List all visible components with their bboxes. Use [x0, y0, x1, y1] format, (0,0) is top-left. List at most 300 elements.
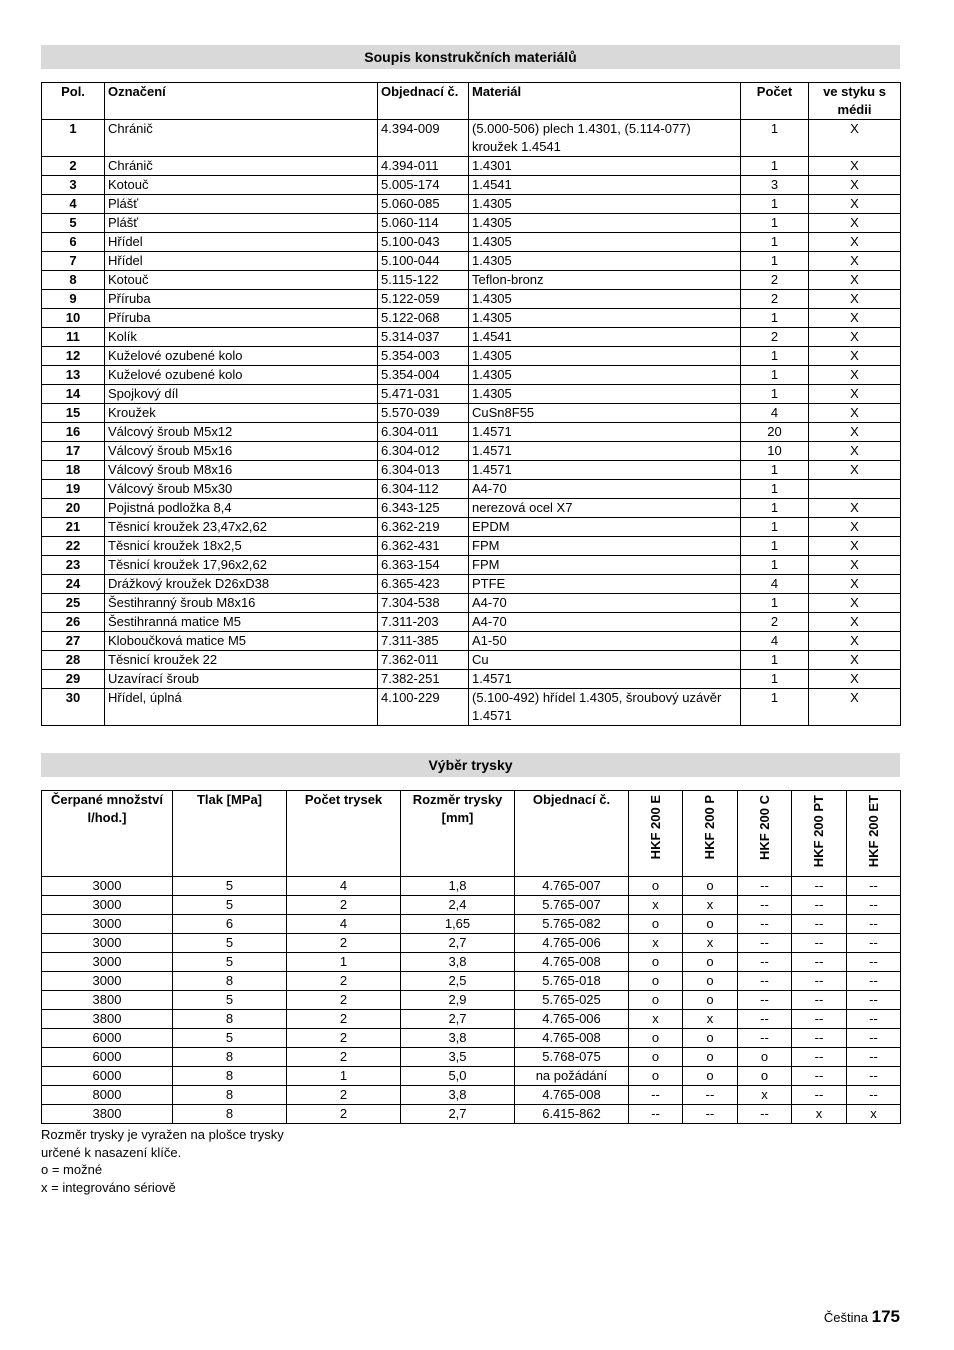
pocet-cell: 4 [741, 632, 809, 651]
pocet-cell: 10 [741, 442, 809, 461]
nozzle-cell: -- [847, 953, 901, 972]
oznaceni-cell: Kuželové ozubené kolo [105, 347, 378, 366]
pocet-cell: 1 [741, 556, 809, 575]
nozzle-cell: -- [847, 1048, 901, 1067]
pocet-cell: 1 [741, 480, 809, 499]
material-cell: FPM [469, 537, 741, 556]
objednaci-cell: 4.394-009 [378, 120, 469, 157]
material-cell: PTFE [469, 575, 741, 594]
nozzle-cell: 6000 [42, 1067, 173, 1086]
ve-styku-cell: X [809, 309, 901, 328]
table-row [42, 594, 901, 613]
nozzle-cell: 4.765-008 [515, 1086, 629, 1105]
ve-styku-cell: X [809, 233, 901, 252]
nozzle-cell: -- [847, 1086, 901, 1105]
objednaci-cell: 7.362-011 [378, 651, 469, 670]
ve-styku-cell: X [809, 537, 901, 556]
nozzle-cell: o [683, 953, 738, 972]
table-row [42, 575, 901, 594]
nozzle-cell: -- [792, 1067, 847, 1086]
objednaci-cell: 5.354-004 [378, 366, 469, 385]
table-row [42, 934, 901, 953]
material-cell: 1.4301 [469, 157, 741, 176]
pol-cell: 22 [42, 537, 105, 556]
ve-styku-cell: X [809, 290, 901, 309]
pol-cell: 6 [42, 233, 105, 252]
ve-styku-cell: X [809, 556, 901, 575]
ve-styku-cell: X [809, 157, 901, 176]
pocet-cell: 1 [741, 366, 809, 385]
nozzle-cell: o [683, 972, 738, 991]
header-hkf-200-p [683, 791, 738, 877]
nozzle-cell: o [629, 1067, 683, 1086]
material-cell: A4-70 [469, 480, 741, 499]
materials-section-title: Soupis konstrukčních materiálů [41, 45, 900, 69]
objednaci-cell: 6.365-423 [378, 575, 469, 594]
oznaceni-cell: Plášť [105, 195, 378, 214]
material-cell: (5.000-506) plech 1.4301, (5.114-077) kroužek 1.4541 [469, 120, 741, 157]
nozzle-cell: 3800 [42, 991, 173, 1010]
ve-styku-cell: X [809, 613, 901, 632]
material-cell: 1.4305 [469, 309, 741, 328]
nozzle-cell: 2,5 [401, 972, 515, 991]
pol-cell: 2 [42, 157, 105, 176]
nozzle-cell: 5.765-018 [515, 972, 629, 991]
pocet-cell: 1 [741, 651, 809, 670]
oznaceni-cell: Kotouč [105, 176, 378, 195]
material-cell: 1.4541 [469, 328, 741, 347]
material-cell: 1.4305 [469, 233, 741, 252]
nozzle-cell: -- [847, 972, 901, 991]
nozzle-cell: 5 [173, 1029, 287, 1048]
table-row [42, 670, 901, 689]
nozzle-cell: o [629, 1048, 683, 1067]
table-row [42, 290, 901, 309]
material-cell: Cu [469, 651, 741, 670]
table-row [42, 385, 901, 404]
ve-styku-cell: X [809, 442, 901, 461]
nozzle-cell: 3000 [42, 896, 173, 915]
nozzle-cell: x [683, 896, 738, 915]
nozzle-cell: o [629, 915, 683, 934]
table-row [42, 480, 901, 499]
table-row [42, 613, 901, 632]
objednaci-cell: 5.314-037 [378, 328, 469, 347]
nozzle-cell: -- [738, 896, 792, 915]
header-hkf-200-e-label: HKF 200 E [647, 795, 663, 860]
nozzle-cell: -- [792, 934, 847, 953]
nozzle-cell: -- [847, 877, 901, 896]
objednaci-cell: 6.363-154 [378, 556, 469, 575]
oznaceni-cell: Kotouč [105, 271, 378, 290]
table-row [42, 1105, 901, 1124]
header-pol: Pol. [42, 83, 105, 120]
ve-styku-cell: X [809, 651, 901, 670]
table-row [42, 271, 901, 290]
note-line: určené k nasazení klíče. [41, 1144, 182, 1160]
oznaceni-cell: Drážkový kroužek D26xD38 [105, 575, 378, 594]
oznaceni-cell: Válcový šroub M5x30 [105, 480, 378, 499]
pocet-cell: 1 [741, 120, 809, 157]
nozzle-cell: 3,8 [401, 1029, 515, 1048]
header-hkf-200-pt [792, 791, 847, 877]
table-row [42, 991, 901, 1010]
nozzle-cell: 2 [287, 972, 401, 991]
nozzle-cell: 8 [173, 1010, 287, 1029]
objednaci-cell: 7.382-251 [378, 670, 469, 689]
nozzle-cell: -- [792, 915, 847, 934]
header-pocet: Počet [741, 83, 809, 120]
table-row [42, 1010, 901, 1029]
materials-header-row [42, 83, 901, 120]
header-objednaci-cislo: Objednací č. [515, 791, 629, 877]
pocet-cell: 1 [741, 537, 809, 556]
objednaci-cell: 6.304-013 [378, 461, 469, 480]
nozzle-cell: -- [738, 953, 792, 972]
pocet-cell: 1 [741, 214, 809, 233]
pocet-cell: 20 [741, 423, 809, 442]
table-row [42, 1086, 901, 1105]
nozzle-cell: 2,7 [401, 1010, 515, 1029]
pocet-cell: 1 [741, 195, 809, 214]
nozzle-cell: o [629, 953, 683, 972]
nozzle-cell: 3800 [42, 1010, 173, 1029]
pol-cell: 10 [42, 309, 105, 328]
nozzle-cell: x [738, 1086, 792, 1105]
nozzle-cell: 5 [173, 896, 287, 915]
nozzle-cell: 5,0 [401, 1067, 515, 1086]
ve-styku-cell: X [809, 575, 901, 594]
oznaceni-cell: Chránič [105, 157, 378, 176]
header-hkf-200-c-label: HKF 200 C [756, 795, 772, 861]
table-row [42, 915, 901, 934]
oznaceni-cell: Těsnicí kroužek 17,96x2,62 [105, 556, 378, 575]
nozzle-cell: o [683, 991, 738, 1010]
header-hkf-200-p-label: HKF 200 P [702, 795, 717, 860]
pocet-cell: 1 [741, 385, 809, 404]
note-line: Rozměr trysky je vyražen na plošce trysky [41, 1127, 284, 1142]
nozzle-cell: 5.768-075 [515, 1048, 629, 1067]
materials-table [41, 82, 901, 726]
nozzle-cell: 8 [173, 1067, 287, 1086]
pocet-cell: 1 [741, 594, 809, 613]
objednaci-cell: 5.100-043 [378, 233, 469, 252]
nozzle-cell: -- [847, 1067, 901, 1086]
material-cell: Teflon-bronz [469, 271, 741, 290]
ve-styku-cell: X [809, 195, 901, 214]
nozzle-cell: -- [792, 991, 847, 1010]
material-cell: A1-50 [469, 632, 741, 651]
objednaci-cell: 6.304-011 [378, 423, 469, 442]
ve-styku-cell: X [809, 366, 901, 385]
table-row [42, 120, 901, 157]
nozzle-cell: 2,9 [401, 991, 515, 1010]
nozzle-cell: 5 [173, 991, 287, 1010]
pol-cell: 25 [42, 594, 105, 613]
material-cell: 1.4305 [469, 290, 741, 309]
nozzle-cell: -- [738, 1010, 792, 1029]
nozzle-cell: -- [847, 915, 901, 934]
nozzle-cell: 8000 [42, 1086, 173, 1105]
nozzle-cell: 2,7 [401, 1105, 515, 1124]
nozzle-cell: 8 [173, 1048, 287, 1067]
table-row [42, 953, 901, 972]
table-row [42, 214, 901, 233]
pocet-cell: 1 [741, 518, 809, 537]
table-row [42, 423, 901, 442]
nozzle-cell: -- [792, 972, 847, 991]
pocet-cell: 1 [741, 347, 809, 366]
header-material: Materiál [469, 83, 741, 120]
material-cell: 1.4571 [469, 670, 741, 689]
table-row [42, 896, 901, 915]
nozzle-cell: 2 [287, 1086, 401, 1105]
page-number: 175 [871, 1307, 900, 1326]
oznaceni-cell: Příruba [105, 290, 378, 309]
oznaceni-cell: Hřídel, úplná [105, 689, 378, 726]
pol-cell: 9 [42, 290, 105, 309]
table-row [42, 537, 901, 556]
nozzle-cell: 4.765-007 [515, 877, 629, 896]
objednaci-cell: 5.060-114 [378, 214, 469, 233]
material-cell: FPM [469, 556, 741, 575]
objednaci-cell: 4.394-011 [378, 157, 469, 176]
pol-cell: 13 [42, 366, 105, 385]
pocet-cell: 2 [741, 328, 809, 347]
objednaci-cell: 5.354-003 [378, 347, 469, 366]
nozzle-cell: 3,8 [401, 953, 515, 972]
page-footer [824, 1307, 900, 1327]
pol-cell: 4 [42, 195, 105, 214]
nozzle-cell: o [629, 1029, 683, 1048]
table-row [42, 461, 901, 480]
pol-cell: 27 [42, 632, 105, 651]
table-row [42, 1048, 901, 1067]
nozzle-cell: 2 [287, 934, 401, 953]
nozzle-cell: -- [629, 1105, 683, 1124]
footer-language: Čeština [823, 1310, 868, 1325]
objednaci-cell: 6.362-219 [378, 518, 469, 537]
nozzle-cell: -- [629, 1086, 683, 1105]
pol-cell: 30 [42, 689, 105, 726]
material-cell: 1.4571 [469, 442, 741, 461]
ve-styku-cell: X [809, 670, 901, 689]
pol-cell: 20 [42, 499, 105, 518]
table-row [42, 347, 901, 366]
nozzle-cell: 1,65 [401, 915, 515, 934]
nozzle-cell: x [629, 896, 683, 915]
nozzle-cell: -- [792, 953, 847, 972]
header-hkf-200-et-label: HKF 200 ET [865, 795, 881, 868]
nozzle-cell: -- [792, 1029, 847, 1048]
nozzle-cell: 6 [173, 915, 287, 934]
pol-cell: 12 [42, 347, 105, 366]
nozzle-cell: 2 [287, 991, 401, 1010]
material-cell: CuSn8F55 [469, 404, 741, 423]
ve-styku-cell: X [809, 120, 901, 157]
nozzle-cell: -- [847, 896, 901, 915]
header-hkf-200-pt-label: HKF 200 PT [811, 795, 826, 868]
table-row [42, 442, 901, 461]
nozzle-cell: -- [847, 1010, 901, 1029]
table-row [42, 157, 901, 176]
pocet-cell: 1 [741, 499, 809, 518]
table-row [42, 499, 901, 518]
pol-cell: 26 [42, 613, 105, 632]
table-row [42, 404, 901, 423]
pocet-cell: 1 [741, 252, 809, 271]
oznaceni-cell: Kroužek [105, 404, 378, 423]
nozzle-cell: x [683, 934, 738, 953]
nozzle-cell: x [629, 934, 683, 953]
nozzle-cell: -- [792, 1048, 847, 1067]
table-row [42, 877, 901, 896]
nozzle-cell: 5 [173, 934, 287, 953]
oznaceni-cell: Hřídel [105, 233, 378, 252]
nozzle-cell: o [629, 877, 683, 896]
nozzle-cell: 1,8 [401, 877, 515, 896]
table-row [42, 176, 901, 195]
material-cell: 1.4305 [469, 195, 741, 214]
objednaci-cell: 7.311-385 [378, 632, 469, 651]
header-ve-styku: ve styku s médii [809, 83, 901, 120]
pol-cell: 1 [42, 120, 105, 157]
objednaci-cell: 5.570-039 [378, 404, 469, 423]
nozzle-cell: o [683, 877, 738, 896]
nozzle-cell: x [683, 1010, 738, 1029]
nozzle-cell: o [738, 1067, 792, 1086]
ve-styku-cell: X [809, 328, 901, 347]
nozzle-cell: 5 [173, 953, 287, 972]
nozzle-cell: 4 [287, 915, 401, 934]
nozzle-cell: 2,4 [401, 896, 515, 915]
header-objednaci: Objednací č. [378, 83, 469, 120]
oznaceni-cell: Spojkový díl [105, 385, 378, 404]
material-cell: (5.100-492) hřídel 1.4305, šroubový uzávěr 1.4571 [469, 689, 741, 726]
nozzle-cell: 2 [287, 1048, 401, 1067]
pocet-cell: 1 [741, 309, 809, 328]
nozzle-cell: 3000 [42, 934, 173, 953]
nozzle-cell: -- [738, 915, 792, 934]
objednaci-cell: 5.060-085 [378, 195, 469, 214]
table-row [42, 252, 901, 271]
nozzle-cell: 5 [173, 877, 287, 896]
material-cell: A4-70 [469, 594, 741, 613]
ve-styku-cell: X [809, 423, 901, 442]
nozzle-cell: 2,7 [401, 934, 515, 953]
objednaci-cell: 5.100-044 [378, 252, 469, 271]
nozzle-cell: x [629, 1010, 683, 1029]
nozzle-cell: -- [792, 1010, 847, 1029]
ve-styku-cell: X [809, 385, 901, 404]
pol-cell: 24 [42, 575, 105, 594]
nozzle-cell: 3000 [42, 915, 173, 934]
nozzle-cell: 3,8 [401, 1086, 515, 1105]
table-row [42, 632, 901, 651]
ve-styku-cell: X [809, 252, 901, 271]
pocet-cell: 1 [741, 157, 809, 176]
material-cell: A4-70 [469, 613, 741, 632]
ve-styku-cell [809, 480, 901, 499]
pocet-cell: 1 [741, 233, 809, 252]
objednaci-cell: 5.115-122 [378, 271, 469, 290]
pocet-cell: 3 [741, 176, 809, 195]
material-cell: 1.4305 [469, 214, 741, 233]
nozzle-cell: 4.765-006 [515, 934, 629, 953]
nozzles-header-row [42, 791, 901, 877]
nozzle-cell: -- [738, 877, 792, 896]
objednaci-cell: 6.304-112 [378, 480, 469, 499]
material-cell: 1.4305 [469, 347, 741, 366]
pocet-cell: 1 [741, 689, 809, 726]
nozzle-cell: 6.415-862 [515, 1105, 629, 1124]
pocet-cell: 4 [741, 404, 809, 423]
header-cerpane-mnozstvi: Čerpané množství l/hod.] [42, 791, 173, 877]
table-row [42, 689, 901, 726]
pol-cell: 14 [42, 385, 105, 404]
ve-styku-cell: X [809, 176, 901, 195]
nozzle-cell: o [629, 991, 683, 1010]
nozzle-cell: 1 [287, 953, 401, 972]
oznaceni-cell: Pojistná podložka 8,4 [105, 499, 378, 518]
header-hkf-200-et [847, 791, 901, 877]
table-row [42, 309, 901, 328]
oznaceni-cell: Uzavírací šroub [105, 670, 378, 689]
objednaci-cell: 6.304-012 [378, 442, 469, 461]
table-row [42, 972, 901, 991]
pol-cell: 23 [42, 556, 105, 575]
header-tlak: Tlak [MPa] [173, 791, 287, 877]
nozzle-cell: -- [847, 934, 901, 953]
oznaceni-cell: Chránič [105, 120, 378, 157]
oznaceni-cell: Plášť [105, 214, 378, 233]
material-cell: 1.4571 [469, 461, 741, 480]
pol-cell: 11 [42, 328, 105, 347]
pol-cell: 17 [42, 442, 105, 461]
nozzle-cell: 6000 [42, 1048, 173, 1067]
nozzle-cell: 3,5 [401, 1048, 515, 1067]
nozzle-cell: -- [847, 991, 901, 1010]
nozzles-section-title: Výběr trysky [41, 753, 900, 777]
nozzle-cell: 4.765-008 [515, 953, 629, 972]
objednaci-cell: 6.362-431 [378, 537, 469, 556]
oznaceni-cell: Těsnicí kroužek 18x2,5 [105, 537, 378, 556]
ve-styku-cell: X [809, 632, 901, 651]
pol-cell: 5 [42, 214, 105, 233]
objednaci-cell: 4.100-229 [378, 689, 469, 726]
nozzle-cell: -- [683, 1086, 738, 1105]
objednaci-cell: 7.304-538 [378, 594, 469, 613]
table-row [42, 195, 901, 214]
nozzle-cell: o [683, 1029, 738, 1048]
pocet-cell: 2 [741, 271, 809, 290]
oznaceni-cell: Šestihranný šroub M8x16 [105, 594, 378, 613]
nozzle-cell: 5.765-082 [515, 915, 629, 934]
nozzle-cell: 2 [287, 1010, 401, 1029]
nozzle-cell: o [683, 1048, 738, 1067]
nozzle-cell: o [683, 915, 738, 934]
table-row [42, 651, 901, 670]
material-cell: 1.4571 [469, 423, 741, 442]
material-cell: 1.4305 [469, 366, 741, 385]
ve-styku-cell: X [809, 518, 901, 537]
objednaci-cell: 5.471-031 [378, 385, 469, 404]
pol-cell: 28 [42, 651, 105, 670]
header-oznaceni: Označení [105, 83, 378, 120]
ve-styku-cell: X [809, 404, 901, 423]
oznaceni-cell: Šestihranná matice M5 [105, 613, 378, 632]
nozzle-cell: -- [738, 1105, 792, 1124]
